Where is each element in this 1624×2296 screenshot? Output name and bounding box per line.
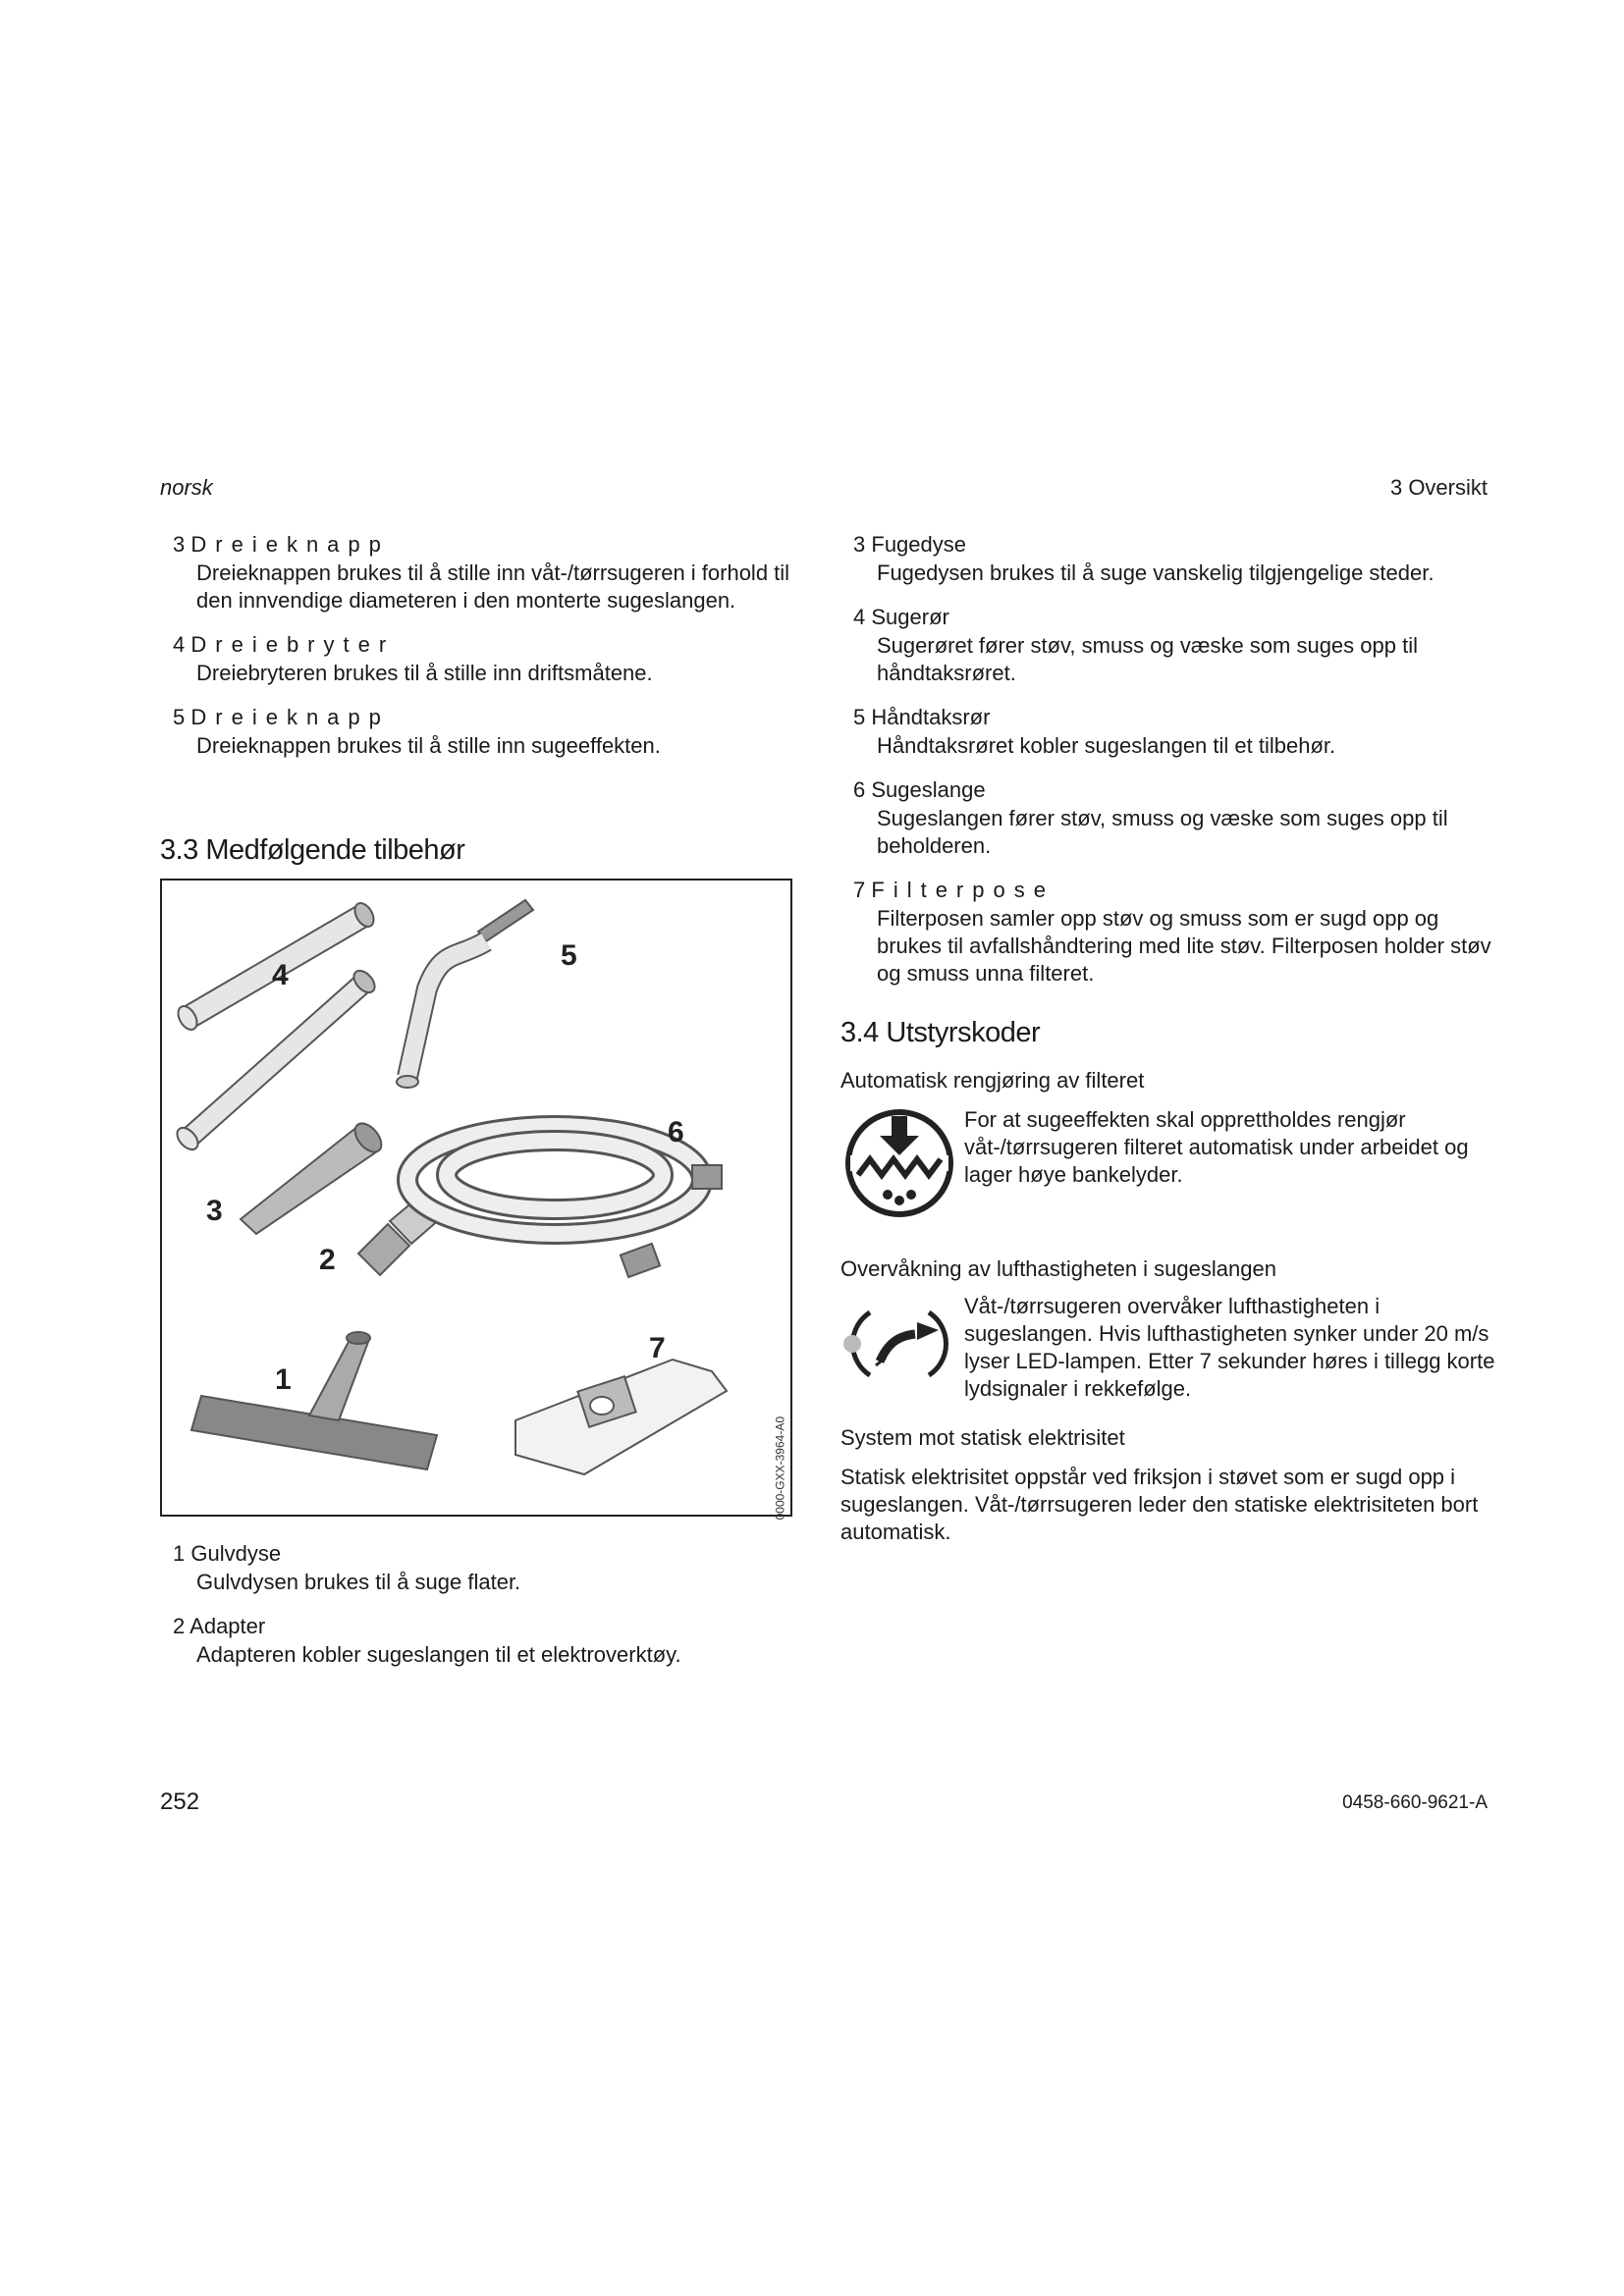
item-title: Gulvdyse xyxy=(190,1541,282,1566)
code-text: Våt-/tørrsugeren overvåker lufthastigheten i sugeslangen. Hvis lufthastigheten synker under 20 m/s lyser LED-lampen. Etter 7 sekunder høres i tillegg korte lydsignaler i rekkefølge. xyxy=(964,1294,1495,1401)
item-description: Fugedysen brukes til å suge vanskelig tilgjengelige steder. xyxy=(877,561,1435,585)
accessories-illustration xyxy=(162,881,790,1515)
item-description: Dreieknappen brukes til å stille inn våt-/tørrsugeren i forhold til den innvendige diameteren i den monterte sugeslangen. xyxy=(196,561,790,613)
floor-nozzle-icon xyxy=(191,1332,437,1469)
figure-label-3: 3 xyxy=(206,1195,223,1227)
left-column xyxy=(160,530,798,775)
figure-label-5: 5 xyxy=(561,939,577,972)
item-title: Håndtaksrør xyxy=(871,705,991,729)
figure-label-4: 4 xyxy=(272,959,289,991)
list-item xyxy=(160,630,798,687)
list-item xyxy=(840,603,1498,687)
item-number: 3 xyxy=(853,532,866,557)
item-number: 1 xyxy=(173,1541,186,1566)
item-title: Dreieknapp xyxy=(190,532,390,557)
item-number: 4 xyxy=(853,605,866,629)
list-item xyxy=(840,775,1498,860)
header-chapter: 3 Oversikt xyxy=(1389,475,1488,500)
filter-bag-icon xyxy=(515,1360,727,1474)
figure-label-1: 1 xyxy=(275,1363,292,1396)
item-number: 5 xyxy=(853,705,866,729)
accessories-figure xyxy=(160,879,792,1521)
document-code: 0458-660-9621-A xyxy=(1342,1792,1488,1813)
section-heading-3-3: 3.3 Medfølgende tilbehør xyxy=(160,834,465,866)
code-text: For at sugeeffekten skal opprettholdes rengjør våt-/tørrsugeren filteret automatisk under arbeidet og lager høye bankelyder. xyxy=(964,1107,1469,1187)
code-title-filter-cleaning: Automatisk rengjøring av filteret xyxy=(840,1068,1145,1093)
item-number: 4 xyxy=(173,632,186,657)
section-heading-3-4: 3.4 Utstyrskoder xyxy=(840,1017,1041,1048)
code-airflow-monitor xyxy=(840,1293,1498,1403)
item-number: 6 xyxy=(853,777,866,802)
list-item xyxy=(840,876,1498,988)
airflow-monitor-icon xyxy=(840,1293,958,1391)
item-description: Gulvdysen brukes til å suge flater. xyxy=(196,1570,521,1594)
item-description: Filterposen samler opp støv og smuss som er sugd opp og brukes til avfallshåndtering med lite støv. Filterposen holder støv og smuss unna filteret. xyxy=(877,906,1491,986)
item-description: Dreiebryteren brukes til å stille inn driftsmåtene. xyxy=(196,661,653,685)
code-filter-cleaning xyxy=(840,1104,1498,1222)
item-title: Dreiebryter xyxy=(190,632,396,657)
list-item xyxy=(840,703,1498,760)
item-description: Sugeslangen fører støv, smuss og væske som suges opp til beholderen. xyxy=(877,806,1448,858)
list-item xyxy=(160,530,798,614)
code-title-airflow: Overvåkning av lufthastigheten i sugeslangen xyxy=(840,1256,1276,1281)
item-number: 3 xyxy=(173,532,186,557)
code-title-static: System mot statisk elektrisitet xyxy=(840,1425,1125,1450)
item-title: Fugedyse xyxy=(871,532,966,557)
item-number: 2 xyxy=(173,1614,186,1638)
item-title: Filterpose xyxy=(871,878,1055,902)
handle-tube-icon xyxy=(397,900,533,1088)
page-number: 252 xyxy=(160,1789,200,1815)
list-item xyxy=(160,703,798,760)
right-column xyxy=(840,530,1498,1546)
accessories-left-list xyxy=(160,1539,798,1684)
item-number: 5 xyxy=(173,705,186,729)
item-description: Adapteren kobler sugeslangen til et elektroverktøy. xyxy=(196,1642,681,1667)
header-language: norsk xyxy=(160,475,213,500)
crevice-nozzle-icon xyxy=(241,1119,387,1234)
figure-label-7: 7 xyxy=(649,1332,666,1364)
figure-code: 0000-GXX-3964-A0 xyxy=(773,1416,786,1521)
figure-label-2: 2 xyxy=(319,1244,336,1276)
item-description: Dreieknappen brukes til å stille inn sugeeffekten. xyxy=(196,733,661,758)
figure-label-6: 6 xyxy=(668,1116,684,1148)
item-title: Adapter xyxy=(189,1614,266,1638)
item-title: Sugeslange xyxy=(871,777,986,802)
item-title: Dreieknapp xyxy=(190,705,390,729)
item-description: Sugerøret fører støv, smuss og væske som suges opp til håndtaksrøret. xyxy=(877,633,1418,685)
item-description: Håndtaksrøret kobler sugeslangen til et tilbehør. xyxy=(877,733,1336,758)
item-title: Sugerør xyxy=(871,605,949,629)
item-number: 7 xyxy=(853,878,866,902)
code-text-static: Statisk elektrisitet oppstår ved friksjon i støvet som er sugd opp i sugeslangen. Våt-/tørrsugeren leder den statiske elektrisiteten bort automatisk. xyxy=(840,1465,1479,1544)
auto-filter-cleaning-icon xyxy=(840,1104,958,1222)
list-item xyxy=(840,530,1498,587)
list-item xyxy=(160,1539,798,1596)
list-item xyxy=(160,1612,798,1669)
